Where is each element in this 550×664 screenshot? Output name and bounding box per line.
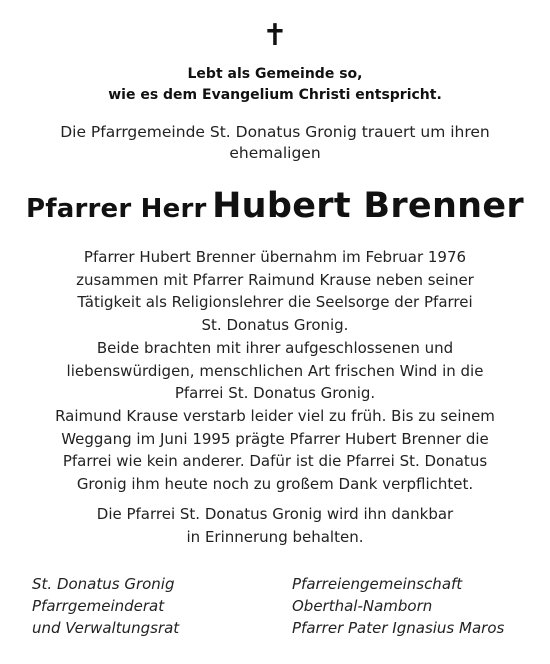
intro-line-2: ehemaligen bbox=[229, 144, 321, 162]
signature-right bbox=[292, 573, 504, 639]
body-line: Weggang im Juni 1995 prägte Pfarrer Hubert Brenner die bbox=[61, 429, 489, 448]
signature-right-line: Pfarreiengemeinschaft bbox=[292, 575, 463, 593]
intro-text bbox=[0, 122, 550, 164]
body-line: Pfarrei St. Donatus Gronig. bbox=[174, 384, 376, 403]
obituary-body bbox=[0, 246, 550, 496]
signature-right-line: Oberthal-Namborn bbox=[292, 597, 433, 615]
body-line: liebenswürdigen, menschlichen Art frischen Wind in die bbox=[66, 361, 484, 380]
body-line: zusammen mit Pfarrer Raimund Krause neben seiner bbox=[76, 270, 474, 289]
deceased-name: Hubert Brenner bbox=[212, 186, 524, 226]
signature-left bbox=[32, 573, 179, 639]
signature-left-line: Pfarrgemeinderat bbox=[32, 597, 165, 615]
signature-right-line: Pfarrer Pater Ignasius Maros bbox=[292, 619, 505, 637]
body-line: Pfarrei wie kein anderer. Dafür ist die Pfarrei St. Donatus bbox=[62, 452, 488, 471]
deceased-title: Pfarrer Herr bbox=[26, 194, 207, 224]
intro-line-1: Die Pfarrgemeinde St. Donatus Gronig trauert um ihren bbox=[60, 123, 490, 141]
motto-line-1: Lebt als Gemeinde so, bbox=[187, 66, 363, 82]
body-line: St. Donatus Gronig. bbox=[201, 316, 349, 335]
motto-line-2: wie es dem Evangelium Christi entspricht. bbox=[108, 87, 442, 103]
body-line: Beide brachten mit ihrer aufgeschlossenen und bbox=[96, 338, 454, 357]
body-line: Gronig ihm heute noch zu großem Dank verpflichtet. bbox=[76, 475, 474, 494]
body-line: Pfarrer Hubert Brenner übernahm im Februar 1976 bbox=[83, 248, 467, 266]
closing-line-2: in Erinnerung behalten. bbox=[186, 527, 364, 546]
signature-left-line: und Verwaltungsrat bbox=[32, 619, 180, 637]
deceased-heading bbox=[0, 178, 550, 240]
body-line: Tätigkeit als Religionslehrer die Seelsorge der Pfarrei bbox=[77, 293, 473, 312]
motto bbox=[0, 64, 550, 106]
cross-icon: ✝ bbox=[262, 18, 288, 53]
signature-left-line: St. Donatus Gronig bbox=[32, 575, 175, 593]
body-line: Raimund Krause verstarb leider viel zu früh. Bis zu seinem bbox=[55, 406, 495, 425]
closing-text bbox=[0, 503, 550, 548]
closing-line-1: Die Pfarrei St. Donatus Gronig wird ihn dankbar bbox=[96, 505, 454, 523]
